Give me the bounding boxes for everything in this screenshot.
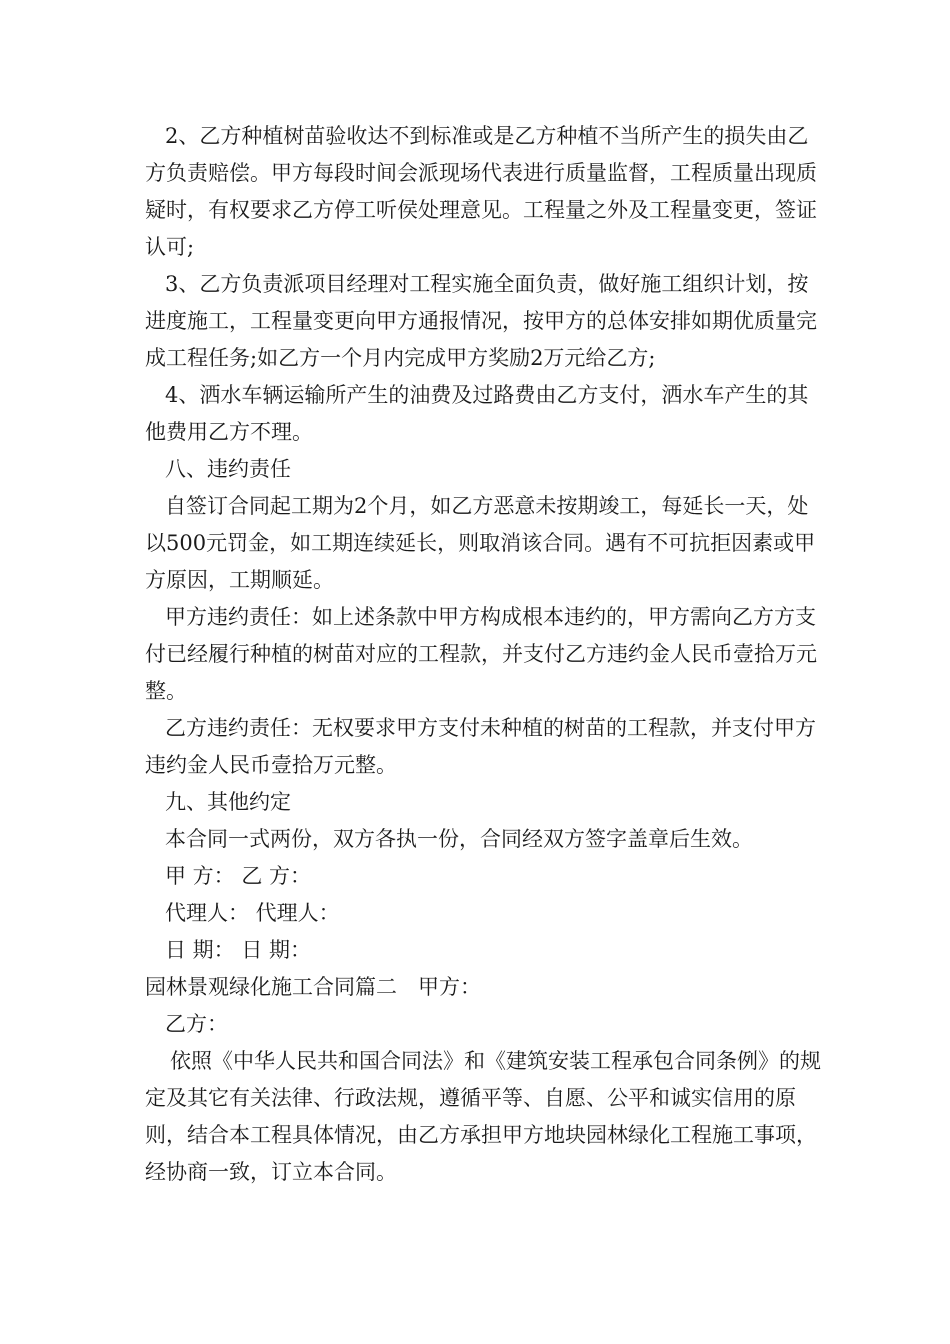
paragraph-construction-period: 自签订合同起工期为2个月，如乙方恶意未按期竣工，每延长一天，处以500元罚金，如工期连续延长，则取消该合同。遇有不可抗拒因素或甲方原因，工期顺延。 [145,494,816,592]
paragraph-preamble: 依照《中华人民共和国合同法》和《建筑安装工程承包合同条例》的规定及其它有关法律、行政法规，遵循平等、自愿、公平和诚实信用的原则，结合本工程具体情况，由乙方承担甲方地块园林绿化工程施工事项，经协商一致，订立本合同。 [145,1049,821,1184]
paragraph-copies: 本合同一式两份，双方各执一份，合同经双方签字盖章后生效。 [165,827,753,851]
document-body [145,118,825,1191]
section-heading-breach: 八、违约责任 [165,457,291,481]
paragraph-clause-4: 4、洒水车辆运输所产生的油费及过路费由乙方支付，洒水车产生的其他费用乙方不理。 [145,383,809,444]
paragraph-party-a-breach: 甲方违约责任：如上述条款中甲方构成根本违约的，甲方需向乙方方支付已经履行种植的树苗对应的工程款，并支付乙方违约金人民币壹拾万元整。 [145,605,817,703]
signature-parties: 甲 方： 乙 方： [165,864,312,888]
signature-agents: 代理人： 代理人： [165,901,340,925]
paragraph-party-b-breach: 乙方违约责任：无权要求甲方支付未种植的树苗的工程款，并支付甲方违约金人民币壹拾万元整。 [145,716,816,777]
contract-two-title: 园林景观绿化施工合同篇二 甲方： [145,975,481,999]
section-heading-other: 九、其他约定 [165,790,291,814]
paragraph-clause-2: 2、乙方种植树苗验收达不到标准或是乙方种植不当所产生的损失由乙方负责赔偿。甲方每段时间会派现场代表进行质量监督，工程质量出现质疑时，有权要求乙方停工听侯处理意见。工程量之外及工程量变更，签证认可; [145,124,817,259]
party-b-line: 乙方： [165,1012,228,1036]
signature-dates: 日 期： 日 期： [165,938,312,962]
paragraph-clause-3: 3、乙方负责派项目经理对工程实施全面负责，做好施工组织计划，按进度施工，工程量变更向甲方通报情况，按甲方的总体安排如期优质量完成工程任务;如乙方一个月内完成甲方奖励2万元给乙方; [145,272,817,370]
